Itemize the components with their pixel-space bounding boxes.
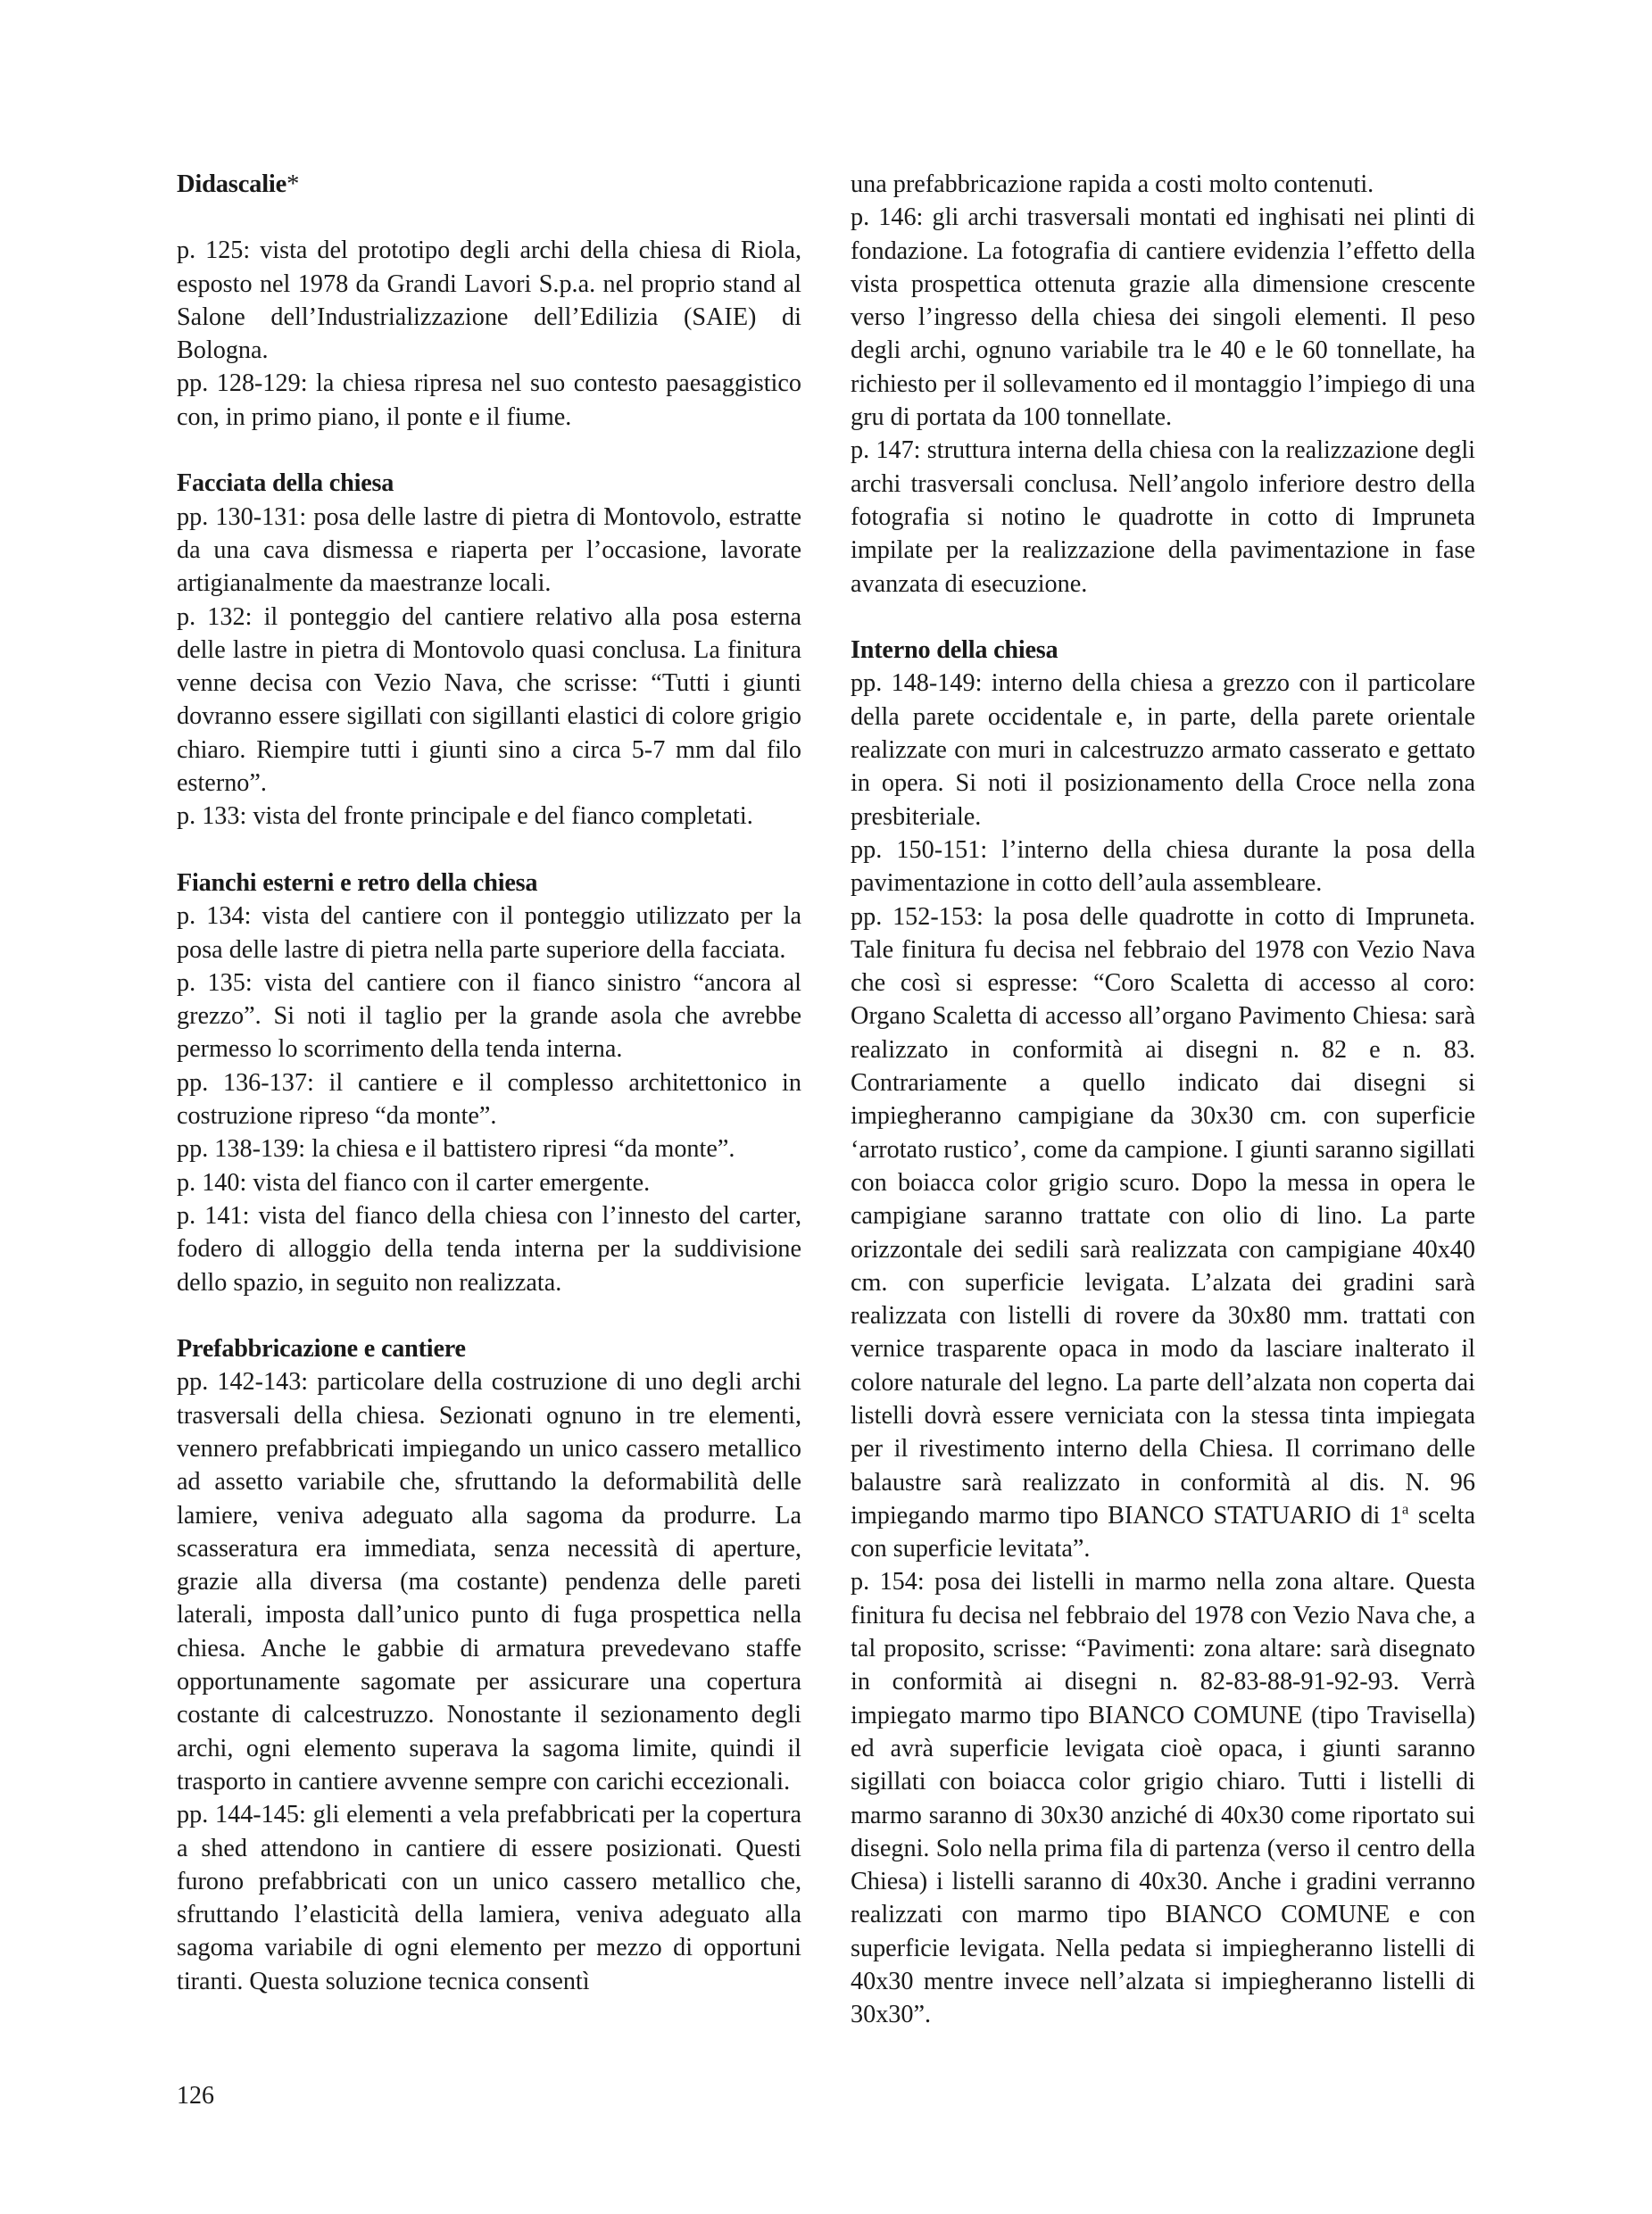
caption-text-tail: scelta con superficie levitata”. xyxy=(851,1501,1476,1563)
caption-pp144-145: pp. 144-145: gli elementi a vela prefabbricati per la copertura a shed attendono in cantiere di essere posizionati. Questi furono prefabbricati con un unico cassero metallico che, sfruttando l’elasticità della lamiera, veniva adeguato alla sagoma variabile di ogni elemento per mezzo di opportuni tiranti. Questa soluzione tecnica consentì xyxy=(177,1801,801,1995)
caption-p125: p. 125: vista del prototipo degli archi della chiesa di Riola, esposto nel 1978 da Grandi Lavori S.p.a. nel proprio stand al Salone dell’Industrializzazione dell’Edilizia (SAIE) di Bologna. xyxy=(177,236,801,365)
caption-p135: p. 135: vista del cantiere con il fianco sinistro “ancora al grezzo”. Si noti il taglio per la grande asola che avrebbe permesso lo scorrimento della tenda interna. xyxy=(177,968,801,1064)
caption-p141: p. 141: vista del fianco della chiesa con l’innesto del carter, fodero di alloggio della tenda interna per la suddivisione dello spazio, in seguito non realizzata. xyxy=(177,1201,801,1297)
caption-p140: p. 140: vista del fianco con il carter emergente. xyxy=(177,1168,651,1197)
caption-p132: p. 132: il ponteggio del cantiere relativo alla posa esterna delle lastre in pietra di Montovolo quasi conclusa. La finitura venne decisa con Vezio Nava, che scrisse: “Tutti i giunti dovranno essere sigillati con sigillanti elastici di colore grigio chiaro. Riempire tutti i giunti sino a circa 5-7 mm dal filo esterno”. xyxy=(177,602,801,798)
caption-pp138-139: pp. 138-139: la chiesa e il battistero ripresi “da monte”. xyxy=(177,1135,735,1164)
caption-p154: p. 154: posa dei listelli in marmo nella zona altare. Questa finitura fu decisa nel febbraio del 1978 con Vezio Nava che, a tal proposito, scrisse: “Pavimenti: zona altare: sarà disegnato in conformità ai disegni n. 82-83-88-91-92-93. Verrà impiegato marmo tipo BIANCO COMUNE (tipo Travisella) ed avrà superficie levigata cioè opaca, i giunti saranno sigillati con boiacca color grigio chiaro. Tutti i listelli di marmo saranno di 30x30 anziché di 40x30 come riportato sui disegni. Solo nella prima fila di partenza (verso il centro della Chiesa) i listelli saranno di 40x30. Anche i gradini verranno realizzati con marmo tipo BIANCO COMUNE e con superficie levigata. Nella pedata si impiegheranno listelli di 40x30 mentre invece nell’alzata si impiegheranno listelli di 30x30”. xyxy=(851,1568,1475,2029)
title-text: Didascalie xyxy=(177,170,287,198)
caption-pp130-131: pp. 130-131: posa delle lastre di pietra di Montovolo, estratte da una cava dismessa e riaperta per l’occasione, lavorate artigianalmente da maestranze locali. xyxy=(177,502,801,598)
caption-pp152-153 xyxy=(851,900,1475,1566)
footnote-mark: * xyxy=(286,170,300,198)
superscript: a xyxy=(1401,1500,1409,1518)
left-column xyxy=(177,168,801,2031)
caption-pp150-151: pp. 150-151: l’interno della chiesa durante la posa della pavimentazione in cotto dell’aula assembleare. xyxy=(851,835,1475,898)
document-title xyxy=(177,168,801,201)
caption-pp136-137: pp. 136-137: il cantiere e il complesso architettonico in costruzione ripreso “da monte”. xyxy=(177,1068,801,1131)
caption-p147: p. 147: struttura interna della chiesa con la realizzazione degli archi trasversali conclusa. Nell’angolo inferiore destro della fotografia si notino le quadrotte in cotto di Impruneta impilate per la realizzazione della pavimentazione in fase avanzata di esecuzione. xyxy=(851,436,1475,598)
caption-p134: p. 134: vista del cantiere con il ponteggio utilizzato per la posa delle lastre di pietra nella parte superiore della facciata. xyxy=(177,902,801,964)
caption-p146: p. 146: gli archi trasversali montati ed inghisati nei plinti di fondazione. La fotografia di cantiere evidenzia l’effetto della vista prospettica ottenuta grazie alla dimensione crescente verso l’ingresso della chiesa dei singoli elementi. Il peso degli archi, ognuno variabile tra le 40 e le 60 tonnellate, ha richiesto per il sollevamento ed il montaggio l’impiego di una gru di portata da 100 tonnellate. xyxy=(851,203,1475,432)
intro-captions xyxy=(177,234,801,434)
page-number: 126 xyxy=(177,2082,214,2110)
continued-captions xyxy=(851,168,1475,601)
section-heading: Facciata della chiesa xyxy=(177,469,394,498)
caption-p133: p. 133: vista del fronte principale e del fianco completati. xyxy=(177,802,753,831)
section-fianchi xyxy=(177,867,801,1299)
section-facciata xyxy=(177,467,801,833)
right-column xyxy=(851,168,1475,2065)
caption-pp128-129: pp. 128-129: la chiesa ripresa nel suo contesto paesaggistico con, in primo piano, il ponte e il fiume. xyxy=(177,369,801,431)
caption-pp142-143: pp. 142-143: particolare della costruzione di uno degli archi trasversali della chiesa. Sezionati ognuno in tre elementi, vennero prefabbricati impiegando un unico cassero metallico ad assetto variabile che, sfruttando la deformabilità delle lamiere, veniva adeguato alla sagoma da produrre. La scasseratura era immediata, senza necessità di aperture, grazie alla diversa (ma costante) pendenza delle pareti laterali, imposta dall’unico punto di fuga prospettica nella chiesa. Anche le gabbie di armatura prevedevano staffe opportunamente sagomate per assicurare una copertura costante di calcestruzzo. Nonostante il sezionamento degli archi, ogni elemento superava la sagoma limite, quindi il trasporto in cantiere avvenne sempre con carichi eccezionali. xyxy=(177,1368,801,1795)
section-heading: Prefabbricazione e cantiere xyxy=(177,1335,466,1364)
caption-continuation: una prefabbricazione rapida a costi molto contenuti. xyxy=(851,170,1374,198)
section-heading: Interno della chiesa xyxy=(851,636,1058,665)
caption-pp148-149: pp. 148-149: interno della chiesa a grezzo con il particolare della parete occidentale e, in parte, della parete orientale realizzate con muri in calcestruzzo armato casserato e gettato in opera. Si noti il posizionamento della Croce nella zona presbiteriale. xyxy=(851,669,1475,831)
section-interno xyxy=(851,634,1475,2031)
section-heading: Fianchi esterni e retro della chiesa xyxy=(177,868,538,897)
section-prefabbricazione xyxy=(177,1332,801,1998)
caption-text: pp. 152-153: la posa delle quadrotte in cotto di Impruneta. Tale finitura fu decisa nel febbraio del 1978 con Vezio Nava che così si espresse: “Coro Scaletta di accesso al coro: Organo Scaletta di accesso all’organo Pavimento Chiesa: sarà realizzato in conformità ai disegni n. 82 e n. 83. Contrariamente a quello indicato dai disegni si impiegheranno campigiane da 30x30 cm. con superficie ‘arrotato rustico’, come da campione. I giunti saranno sigillati con boiacca color grigio scuro. Dopo la messa in opera le campigiane saranno trattate con olio di lino. La parte orizzontale dei sedili sarà realizzata con campigiane 40x40 cm. con superficie levigata. L’alzata dei gradini sarà realizzata con listelli di rovere da 30x80 mm. trattati con vernice trasparente opaca in modo da lasciare inalterato il colore naturale del legno. La parte dell’alzata non coperta dai listelli dovrà essere verniciata con la stessa tinta impiegata per il rivestimento interno della Chiesa. Il corrimano delle balaustre sarà realizzato in conformità al dis. N. 96 impiegando marmo tipo BIANCO STATUARIO di 1 xyxy=(851,902,1475,1530)
